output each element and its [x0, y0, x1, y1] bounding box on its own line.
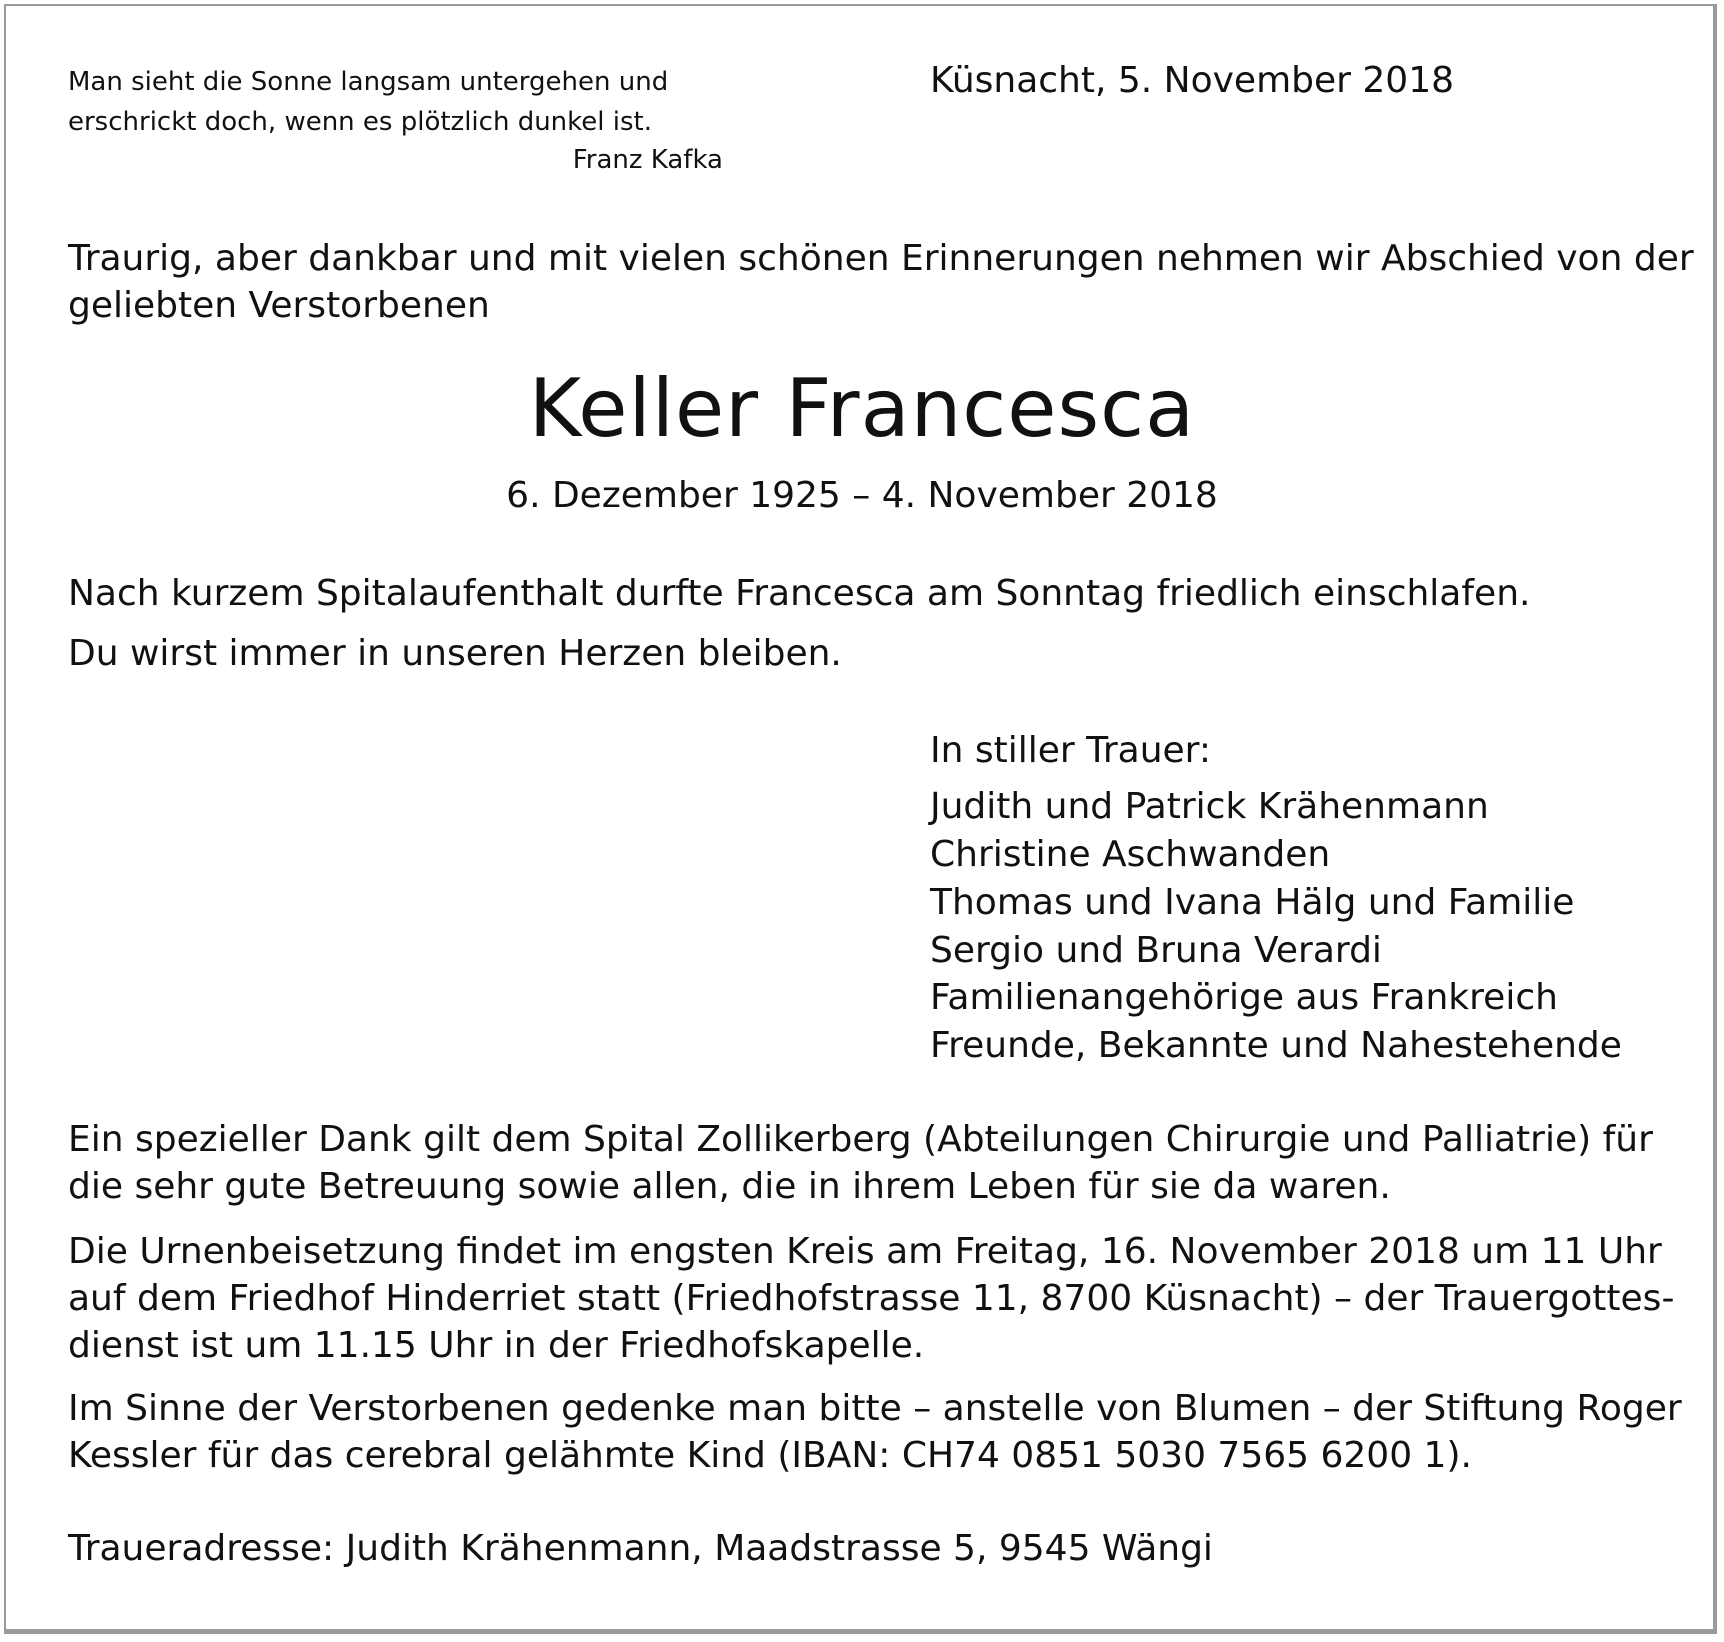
burial-line-2: auf dem Friedhof Hinderriet statt (Friedhofstrasse 11, 8700 Küsnacht) – der Trauergottes- — [68, 1278, 1675, 1319]
mourners-heading: In stiller Trauer: — [930, 730, 1211, 771]
burial-line-3: dienst ist um 11.15 Uhr in der Friedhofskapelle. — [68, 1325, 925, 1366]
message-line-1: Nach kurzem Spitalaufenthalt durfte Francesca am Sonntag friedlich einschlafen. — [68, 573, 1531, 614]
mourner-name: Thomas und Ivana Hälg und Familie — [930, 882, 1575, 923]
quote-author: Franz Kafka — [572, 145, 723, 175]
intro-line-2: geliebten Verstorbenen — [68, 285, 490, 326]
mourner-name: Sergio und Bruna Verardi — [930, 930, 1382, 971]
mourner-name: Freunde, Bekannte und Nahestehende — [930, 1025, 1622, 1066]
burial-line-1: Die Urnenbeisetzung findet im engsten Kreis am Freitag, 16. November 2018 um 11 Uhr — [68, 1231, 1662, 1272]
message-line-2: Du wirst immer in unseren Herzen bleiben. — [68, 633, 842, 674]
mourning-address: Traueradresse: Judith Krähenmann, Maadstrasse 5, 9545 Wängi — [68, 1528, 1213, 1569]
thanks-line-1: Ein spezieller Dank gilt dem Spital Zollikerberg (Abteilungen Chirurgie und Palliatrie) für — [68, 1119, 1653, 1160]
mourner-name: Judith und Patrick Krähenmann — [930, 786, 1489, 827]
quote-line-1: Man sieht die Sonne langsam untergehen und — [68, 67, 669, 97]
deceased-name: Keller Francesca — [528, 362, 1196, 455]
quote-line-2: erschrickt doch, wenn es plötzlich dunkel ist. — [68, 107, 652, 137]
intro-line-1: Traurig, aber dankbar und mit vielen schönen Erinnerungen nehmen wir Abschied von der — [68, 238, 1694, 279]
thanks-line-2: die sehr gute Betreuung sowie allen, die in ihrem Leben für sie da waren. — [68, 1166, 1391, 1207]
life-dates: 6. Dezember 1925 – 4. November 2018 — [506, 475, 1218, 516]
mourner-name: Christine Aschwanden — [930, 834, 1331, 875]
donation-line-1: Im Sinne der Verstorbenen gedenke man bitte – anstelle von Blumen – der Stiftung Roger — [68, 1388, 1682, 1429]
donation-line-2: Kessler für das cerebral gelähmte Kind (IBAN: CH74 0851 5030 7565 6200 1). — [68, 1435, 1472, 1476]
place-date: Küsnacht, 5. November 2018 — [930, 60, 1455, 101]
mourner-name: Familienangehörige aus Frankreich — [930, 977, 1558, 1018]
